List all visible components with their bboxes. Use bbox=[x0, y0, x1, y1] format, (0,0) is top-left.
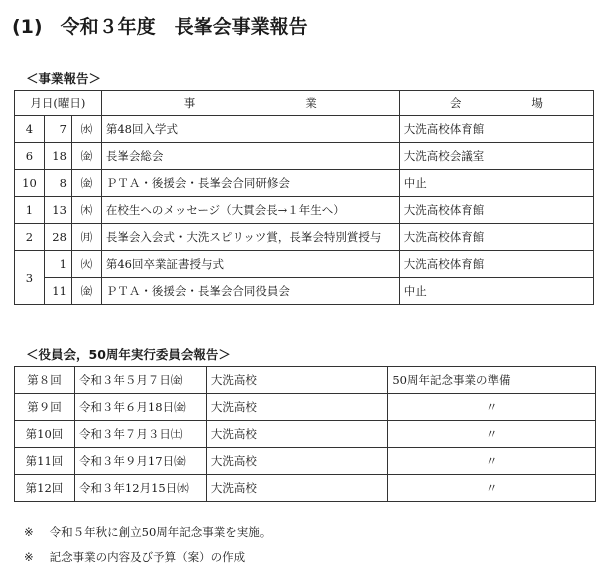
note-item bbox=[24, 549, 245, 565]
reports-header-row bbox=[15, 91, 594, 116]
row-weekday: ㈪ bbox=[71, 224, 101, 251]
committee-date: 令和３年５月７日㈮ bbox=[74, 367, 206, 394]
note-item bbox=[24, 524, 271, 540]
reports-section-label: ＜事業報告＞ bbox=[26, 71, 102, 86]
title-text: 令和３年度 長峯会事業報告 bbox=[60, 16, 308, 38]
row-weekday: ㈮ bbox=[71, 278, 101, 305]
table-row bbox=[15, 170, 594, 197]
row-weekday: ㈫ bbox=[71, 251, 101, 278]
committee-section-label: ＜役員会，50周年実行委員会報告＞ bbox=[26, 347, 231, 362]
committee-session: 第12回 bbox=[15, 475, 75, 502]
row-month: 1 bbox=[15, 197, 45, 224]
table-row bbox=[15, 116, 594, 143]
committee-session: 第11回 bbox=[15, 448, 75, 475]
committee-place: 大洗高校 bbox=[206, 367, 387, 394]
header-event-right: 業 bbox=[305, 96, 317, 110]
table-row bbox=[15, 224, 594, 251]
header-venue bbox=[399, 91, 593, 116]
row-venue: 大洗高校体育館 bbox=[399, 251, 593, 278]
committee-session: 第８回 bbox=[15, 367, 75, 394]
committee-date: 令和３年６月18日㈮ bbox=[74, 394, 206, 421]
row-day: 1 bbox=[44, 251, 71, 278]
title-number: (1) bbox=[12, 16, 43, 38]
note-text: 記念事業の内容及び予算（案）の作成 bbox=[49, 550, 246, 564]
committee-place: 大洗高校 bbox=[206, 394, 387, 421]
note-mark: ※ bbox=[24, 525, 34, 539]
committee-date: 令和３年７月３日㈯ bbox=[74, 421, 206, 448]
row-day: 11 bbox=[44, 278, 71, 305]
header-venue-left: 会 bbox=[449, 96, 462, 110]
row-month: 3 bbox=[15, 251, 45, 305]
row-day: 28 bbox=[44, 224, 71, 251]
row-event: 在校生へのメッセージ（大貫会長→１年生へ） bbox=[101, 197, 399, 224]
header-venue-right: 場 bbox=[531, 96, 543, 110]
row-day: 13 bbox=[44, 197, 71, 224]
table-row bbox=[15, 278, 594, 305]
committee-note: 〃 bbox=[388, 475, 596, 502]
table-row bbox=[15, 367, 596, 394]
page-title bbox=[12, 12, 308, 39]
committee-place: 大洗高校 bbox=[206, 475, 387, 502]
table-row bbox=[15, 143, 594, 170]
row-venue: 大洗高校会議室 bbox=[399, 143, 593, 170]
row-venue: 中止 bbox=[399, 278, 593, 305]
header-date: 月日(曜日) bbox=[15, 91, 102, 116]
row-event: 長峯会入会式・大洗スピリッツ賞，長峯会特別賞授与 bbox=[101, 224, 399, 251]
committee-note: 50周年記念事業の準備 bbox=[388, 367, 596, 394]
committee-note: 〃 bbox=[388, 448, 596, 475]
committee-session: 第10回 bbox=[15, 421, 75, 448]
committee-place: 大洗高校 bbox=[206, 448, 387, 475]
row-venue: 大洗高校体育館 bbox=[399, 197, 593, 224]
row-event: 第48回入学式 bbox=[101, 116, 399, 143]
row-weekday: ㈬ bbox=[71, 116, 101, 143]
row-event: 長峯会総会 bbox=[101, 143, 399, 170]
table-row bbox=[15, 448, 596, 475]
table-row bbox=[15, 475, 596, 502]
row-day: 8 bbox=[44, 170, 71, 197]
committee-table bbox=[14, 366, 596, 502]
row-month: 4 bbox=[15, 116, 45, 143]
row-weekday: ㈮ bbox=[71, 170, 101, 197]
committee-place: 大洗高校 bbox=[206, 421, 387, 448]
row-month: 6 bbox=[15, 143, 45, 170]
row-venue: 中止 bbox=[399, 170, 593, 197]
row-event: 第46回卒業証書授与式 bbox=[101, 251, 399, 278]
table-row bbox=[15, 421, 596, 448]
row-event: ＰＴＡ・後援会・長峯会合同役員会 bbox=[101, 278, 399, 305]
note-text: 令和５年秋に創立50周年記念事業を実施。 bbox=[49, 525, 272, 539]
row-event: ＰＴＡ・後援会・長峯会合同研修会 bbox=[101, 170, 399, 197]
header-event bbox=[101, 91, 399, 116]
table-row bbox=[15, 251, 594, 278]
note-mark: ※ bbox=[24, 550, 34, 564]
header-event-left: 事 bbox=[183, 96, 196, 110]
row-day: 18 bbox=[44, 143, 71, 170]
committee-session: 第９回 bbox=[15, 394, 75, 421]
row-month: 10 bbox=[15, 170, 45, 197]
row-venue: 大洗高校体育館 bbox=[399, 116, 593, 143]
reports-table bbox=[14, 90, 594, 305]
table-row bbox=[15, 394, 596, 421]
committee-note: 〃 bbox=[388, 421, 596, 448]
row-month: 2 bbox=[15, 224, 45, 251]
committee-date: 令和３年９月17日㈮ bbox=[74, 448, 206, 475]
row-weekday: ㈮ bbox=[71, 143, 101, 170]
row-venue: 大洗高校体育館 bbox=[399, 224, 593, 251]
committee-date: 令和３年12月15日㈬ bbox=[74, 475, 206, 502]
table-row bbox=[15, 197, 594, 224]
committee-note: 〃 bbox=[388, 394, 596, 421]
row-day: 7 bbox=[44, 116, 71, 143]
row-weekday: ㈭ bbox=[71, 197, 101, 224]
